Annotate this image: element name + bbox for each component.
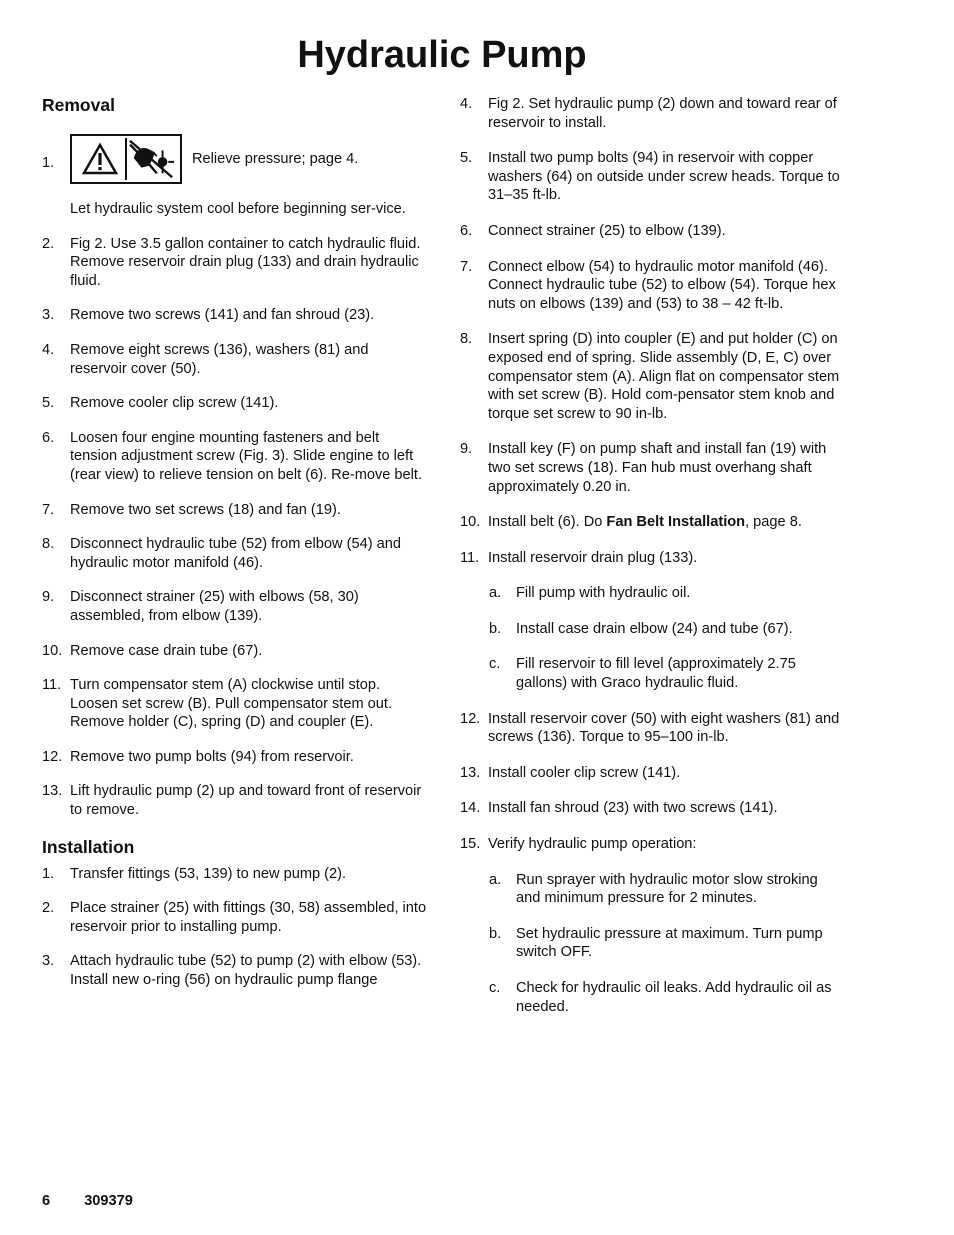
step-text: Install reservoir cover (50) with eight washers (81) and screws (136). Torque to 95–100 in-lb.: [488, 710, 840, 746]
step-text: Disconnect strainer (25) with elbows (58, 30) assembled, from elbow (139).: [70, 589, 359, 624]
step-number: 5.: [460, 150, 473, 167]
step-number: 6.: [42, 429, 55, 446]
step-text: Remove case drain tube (67).: [70, 642, 263, 659]
step-text: Fig 2. Use 3.5 gallon container to catch hydraulic fluid. Remove reservoir drain plug (133) and drain hydraulic fluid.: [70, 235, 421, 289]
removal-step-1: [42, 134, 427, 219]
step-number: 3.: [42, 953, 55, 970]
list-item: [42, 676, 427, 732]
step-text: Install two pump bolts (94) in reservoir with copper washers (64) on outside under screw heads. Torque to 31–35 ft-lb.: [488, 150, 840, 204]
warning-symbol-box: [70, 134, 182, 184]
list-item: [460, 440, 845, 496]
step-number: c.: [489, 656, 501, 673]
step-number: 6.: [460, 222, 473, 239]
cool-note: Let hydraulic system cool before beginning ser-vice.: [70, 201, 406, 217]
sub-step: [460, 979, 845, 1016]
step-text: Install cooler clip screw (141).: [488, 764, 681, 781]
step-text: Install fan shroud (23) with two screws (141).: [488, 800, 778, 817]
step-text: Transfer fittings (53, 139) to new pump (2).: [70, 865, 347, 882]
step-number: c.: [489, 980, 501, 996]
step-number: a.: [489, 585, 502, 602]
step-text: Set hydraulic pressure at maximum. Turn pump switch OFF.: [516, 925, 823, 961]
step-number: 7.: [42, 501, 55, 518]
pressure-hand-icon: [128, 139, 176, 179]
step-number: 14.: [460, 800, 481, 817]
page-title: Hydraulic Pump: [297, 34, 587, 76]
list-item: [460, 835, 845, 854]
list-item: [42, 782, 427, 819]
step-number: 2.: [42, 900, 55, 917]
step-text: Fill pump with hydraulic oil.: [516, 585, 691, 602]
step-number: 1.: [42, 155, 55, 171]
list-item: [42, 341, 427, 378]
step-text: Install belt (6). Do: [488, 514, 607, 531]
list-item: [42, 535, 427, 572]
step-number: 1.: [42, 865, 55, 882]
step-number: 4.: [42, 341, 55, 358]
installation-heading: Installation: [42, 836, 135, 857]
step-text: Remove two screws (141) and fan shroud (23).: [70, 307, 375, 324]
list-item: [42, 952, 427, 989]
step-text: Fig 2. Set hydraulic pump (2) down and toward rear of reservoir to install.: [488, 96, 837, 131]
sub-step: [460, 871, 845, 908]
step-text: Attach hydraulic tube (52) to pump (2) with elbow (53). Install new o-ring (56) on hydraulic pump flange: [70, 953, 422, 989]
list-item: [42, 394, 427, 413]
step-number: b.: [489, 925, 502, 942]
step-number: 9.: [460, 441, 473, 458]
page-number: 6: [42, 1193, 51, 1209]
list-item: [42, 429, 427, 485]
left-column: [42, 94, 427, 990]
step-number: 11.: [42, 677, 62, 694]
step-text: Connect elbow (54) to hydraulic motor manifold (46). Connect hydraulic tube (52) to elbow (54). Torque hex nuts on elbows (139) and (53) to 38 – 42 ft-lb.: [488, 258, 836, 312]
step-text: Lift hydraulic pump (2) up and toward front of reservoir to remove.: [70, 783, 422, 819]
step-text: Loosen four engine mounting fasteners and belt tension adjustment screw (Fig. 3). Slide engine to left (rear view) to relieve tension on belt (6). Re-move belt.: [70, 429, 423, 483]
step-number: 5.: [42, 395, 55, 412]
list-item: [460, 258, 845, 314]
list-item: [460, 330, 845, 423]
warning-triangle-icon: [76, 139, 124, 179]
step-text: Remove eight screws (136), washers (81) and reservoir cover (50).: [70, 341, 369, 377]
sub-step: [460, 655, 845, 692]
step-text: Insert spring (D) into coupler (E) and put holder (C) on exposed end of spring. Slide assembly (D, E, C) over compensator stem (A). Align flat on compensator stem with set screw (B). Hold com-pensator stem knob and torque set screw to 90 in-lb.: [488, 331, 840, 422]
list-item: [42, 748, 427, 767]
sub-step: [460, 584, 845, 603]
step-text-bold: Fan Belt Installation: [606, 514, 746, 531]
step-text: Fill reservoir to fill level (approximately 2.75 gallons) with Graco hydraulic fluid.: [516, 656, 796, 692]
page-footer: [42, 1193, 133, 1209]
list-item: [460, 799, 845, 818]
step-text: Turn compensator stem (A) clockwise until stop. Loosen set screw (B). Pull compensator stem out. Remove holder (C), spring (D) and coupler (E).: [70, 677, 393, 731]
list-item: [460, 764, 845, 783]
list-item: [460, 710, 845, 747]
step-text: Disconnect hydraulic tube (52) from elbow (54) and hydraulic motor manifold (46).: [70, 536, 401, 571]
step-number: b.: [489, 620, 502, 637]
step-number: 4.: [460, 96, 473, 112]
step-number: 7.: [460, 258, 473, 275]
list-item: [42, 501, 427, 520]
step-number: 13.: [42, 783, 63, 800]
list-item: [42, 588, 427, 625]
step-text: Run sprayer with hydraulic motor slow stroking and minimum pressure for 2 minutes.: [516, 871, 818, 907]
step-text: Connect strainer (25) to elbow (139).: [488, 222, 726, 239]
list-item: [460, 549, 845, 568]
list-item: [42, 865, 427, 884]
removal-heading: Removal: [42, 95, 115, 115]
step-text: Verify hydraulic pump operation:: [488, 836, 697, 853]
list-item: [42, 306, 427, 325]
step-number: 10.: [42, 642, 63, 659]
right-column: [460, 95, 845, 1016]
list-item: [460, 222, 845, 241]
step-number: 12.: [460, 710, 481, 727]
step-number: 9.: [42, 589, 55, 606]
sub-step: [460, 620, 845, 639]
step-text: Remove two pump bolts (94) from reservoir.: [70, 748, 354, 765]
installation-steps-list-right: [460, 95, 845, 1016]
step-number: 13.: [460, 764, 481, 781]
step-text: Place strainer (25) with fittings (30, 58) assembled, into reservoir prior to installing pump.: [70, 900, 427, 935]
removal-steps-list: [42, 235, 427, 820]
step-text: Install key (F) on pump shaft and install fan (19) with two set screws (18). Fan hub must overhang shaft approximately 0.20 in.: [488, 441, 827, 495]
step-text: Install reservoir drain plug (133).: [488, 549, 698, 566]
step-number: 12.: [42, 748, 63, 765]
list-item: [460, 149, 845, 205]
sub-step: [460, 925, 845, 962]
list-item: [460, 95, 845, 132]
step-text: Remove two set screws (18) and fan (19).: [70, 501, 341, 518]
list-item: [42, 899, 427, 936]
installation-steps-list-left: [42, 865, 427, 990]
step-number: 10.: [460, 514, 481, 531]
step-number: 15.: [460, 836, 481, 853]
step-text: Check for hydraulic oil leaks. Add hydraulic oil as needed.: [516, 980, 832, 1015]
step-text: Remove cooler clip screw (141).: [70, 395, 279, 412]
step-number: 8.: [460, 331, 473, 348]
step-number: 11.: [460, 549, 480, 566]
relieve-pressure-text: Relieve pressure; page 4.: [192, 150, 359, 167]
warning-row: [70, 134, 427, 184]
document-number: 309379: [84, 1193, 133, 1209]
list-item: [460, 513, 845, 532]
step-number: 8.: [42, 536, 55, 553]
step-number: a.: [489, 871, 502, 888]
step-text: , page 8.: [745, 514, 802, 531]
step-number: 2.: [42, 235, 55, 252]
list-item: [42, 235, 427, 291]
step-number: 3.: [42, 307, 55, 324]
step-text: Install case drain elbow (24) and tube (67).: [516, 620, 793, 637]
list-item: [42, 642, 427, 661]
